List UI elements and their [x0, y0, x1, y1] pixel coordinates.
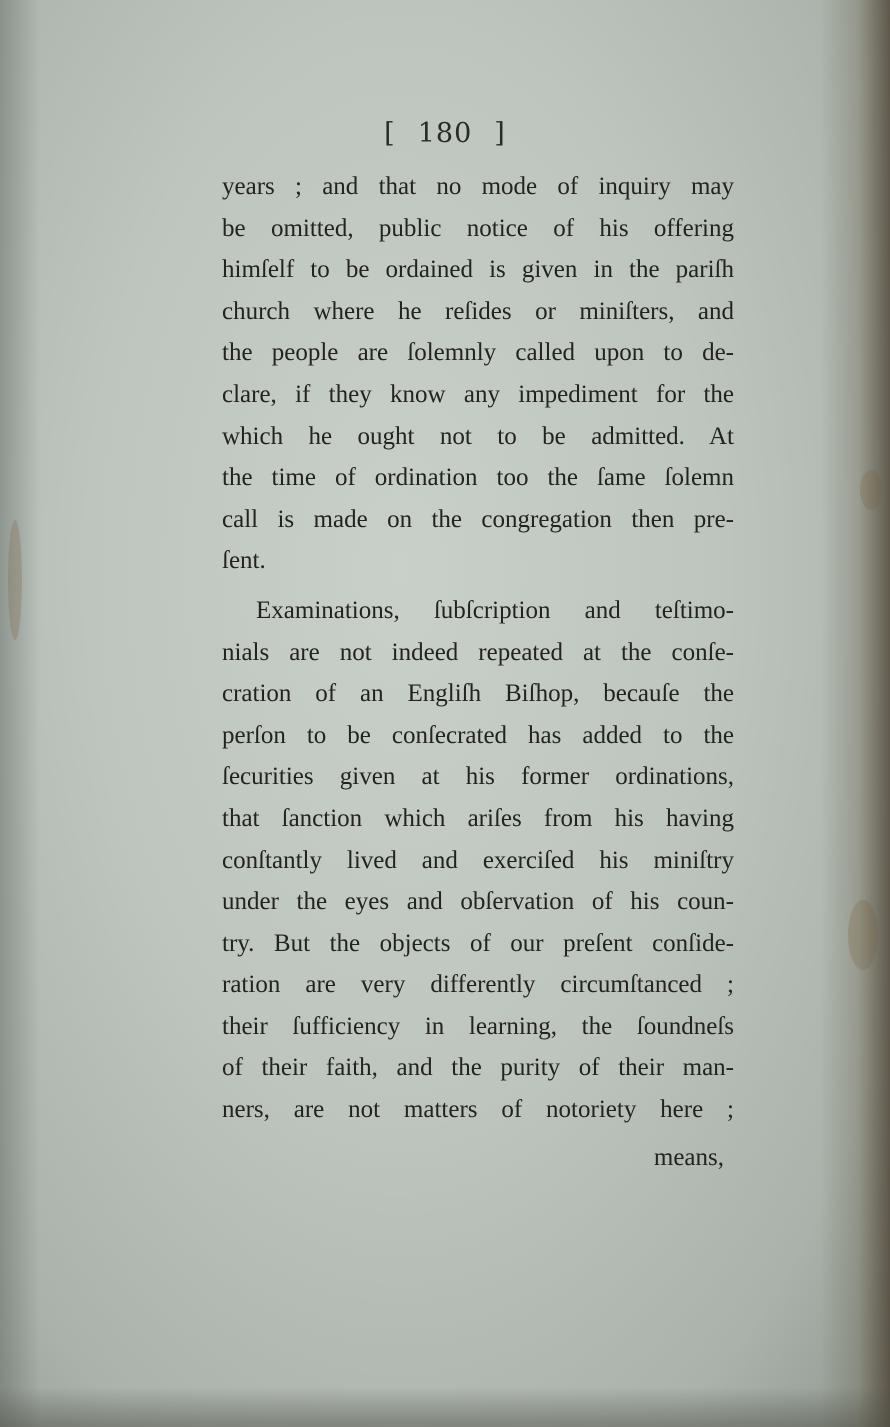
- paper-stain: [8, 520, 22, 640]
- paragraph-2: [222, 590, 734, 1131]
- text-line: the people are ſolemnly called upon to de-: [222, 339, 734, 367]
- text-line: ration are very differently circumſtanced ;: [222, 971, 734, 999]
- text-line: their ſufficiency in learning, the ſoundneſs: [222, 1012, 734, 1040]
- text-line: clare, if they know any impediment for the: [222, 380, 734, 408]
- paragraph-1: [222, 166, 734, 582]
- text-line: the time of ordination too the ſame ſolemn: [222, 464, 734, 492]
- text-line: of their faith, and the purity of their man-: [222, 1054, 734, 1082]
- catchword: means,: [653, 1144, 724, 1171]
- text-line: be omitted, public notice of his offering: [222, 214, 734, 242]
- header-bracket-close: ]: [494, 118, 506, 149]
- page-edge-shadow-right: [820, 0, 890, 1427]
- text-line: cration of an Engliſh Biſhop, becauſe the: [222, 680, 734, 708]
- text-line: conſtantly lived and exerciſed his miniſtry: [222, 846, 734, 874]
- text-line: under the eyes and obſervation of his coun-: [222, 888, 734, 916]
- paper-stain: [860, 470, 882, 510]
- header-bracket-open: [: [384, 118, 396, 149]
- text-line: ners, are not matters of notoriety here ;: [222, 1096, 734, 1124]
- text-line: Examinations, ſubſcription and teſtimo-: [256, 596, 734, 624]
- text-line: nials are not indeed repeated at the conſe-: [222, 638, 734, 666]
- text-line: call is made on the congregation then pre-: [222, 505, 734, 533]
- text-line: years ; and that no mode of inquiry may: [222, 173, 734, 200]
- paper-stain: [848, 900, 878, 970]
- text-line: himſelf to be ordained is given in the pariſh: [222, 256, 734, 284]
- text-line: ſecurities given at his former ordinations,: [222, 763, 734, 791]
- page-edge-shadow-left: [0, 0, 40, 1427]
- text-line: perſon to be conſecrated has added to the: [222, 721, 734, 749]
- text-line: which he ought not to be admitted. At: [222, 422, 734, 450]
- text-line: that ſanction which ariſes from his having: [222, 804, 734, 832]
- text-line: try. But the objects of our preſent conſide-: [222, 929, 734, 957]
- page-header: [0, 118, 890, 149]
- body-text: [222, 166, 734, 1131]
- page-edge-shadow-bottom: [0, 1387, 890, 1427]
- page-number: 180: [417, 118, 473, 149]
- text-line: church where he reſides or miniſters, and: [222, 297, 734, 325]
- text-line: ſent.: [222, 547, 266, 575]
